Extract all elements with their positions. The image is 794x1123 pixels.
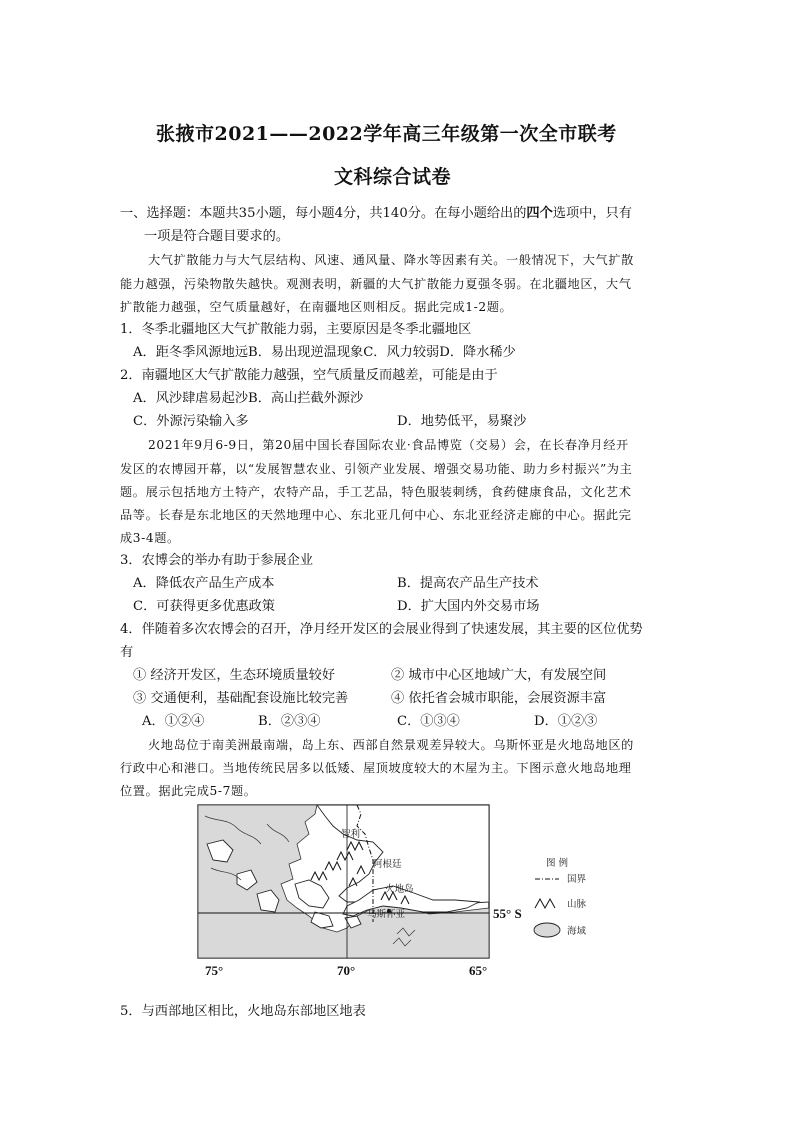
q3-option-b: B．提高农产品生产技术 <box>397 576 539 591</box>
label-lon-75: 75° <box>205 963 224 978</box>
tierra-del-fuego-map <box>197 804 597 986</box>
passage2-line5: 成3-4题。 <box>120 531 180 545</box>
q4-statement-1: ① 经济开发区，生态环境质量较好 <box>133 668 336 683</box>
passage2-line3: 题。展示包括地方土特产，农特产品，手工艺品，特色服装刺绣，食药健康食品，文化艺术 <box>120 485 632 499</box>
legend-sea-label: 海域 <box>567 926 587 937</box>
q1-stem: 1．冬季北疆地区大气扩散能力弱，主要原因是冬季北疆地区 <box>120 322 472 337</box>
label-ushuaia: 乌斯怀亚 <box>367 909 406 920</box>
exam-title: 张掖市2021——2022学年高三年级第一次全市联考 <box>156 123 617 145</box>
q4-option-c: C．①③④ <box>397 714 460 729</box>
q4-option-a: A．①②④ <box>142 714 205 729</box>
q5-stem: 5．与西部地区相比，火地岛东部地区地表 <box>120 1004 366 1019</box>
q4-statement-3: ③ 交通便利，基础配套设施比较完善 <box>133 691 349 706</box>
section-heading-line2: 一项是符合题目要求的。 <box>144 229 290 244</box>
q3-stem: 3．农博会的举办有助于参展企业 <box>120 553 314 568</box>
label-latitude: 55° S <box>493 906 522 921</box>
q4-stem-line2: 有 <box>120 645 134 660</box>
q2-stem: 2．南疆地区大气扩散能力越强，空气质量反而越差，可能是由于 <box>120 368 498 383</box>
map-legend <box>534 857 587 937</box>
q4-option-d: D．①②③ <box>534 714 598 729</box>
label-lon-65: 65° <box>469 963 488 978</box>
passage3-line2: 行政中心和港口。当地传统民居多以低矮、屋顶坡度较大的木屋为主。下图示意火地岛地理 <box>120 761 632 775</box>
section-heading-text-a: 一、选择题：本题共35小题，每小题4分，共140分。在每小题给出的 <box>120 206 527 221</box>
legend-border-label: 国界 <box>567 874 587 885</box>
section-heading-bold: 四个 <box>526 206 553 221</box>
passage1-line2: 能力越强，污染物散失越快。观测表明，新疆的大气扩散能力夏强冬弱。在北疆地区，大气 <box>120 277 632 291</box>
passage3-line1: 火地岛位于南美洲最南端，岛上东、西部自然景观差异较大。乌斯怀亚是火地岛地区的 <box>148 738 634 752</box>
passage3-line3: 位置。据此完成5-7题。 <box>120 784 257 798</box>
legend-mountain-icon <box>535 899 555 908</box>
legend-title: 图 例 <box>546 858 569 869</box>
q4-option-b: B．②③④ <box>258 714 321 729</box>
passage1-line3: 扩散能力越强，空气质量越好，在南疆地区则相反。据此完成1-2题。 <box>120 300 513 314</box>
q2-options-ab: A．风沙肆虐易起沙B．高山拦截外源沙 <box>133 391 364 406</box>
q4-stem-line1: 4．伴随着多次农博会的召开，净月经开发区的会展业得到了快速发展，其主要的区位优势 <box>120 622 643 637</box>
q3-option-d: D．扩大国内外交易市场 <box>397 599 540 614</box>
q2-option-d: D．地势低平，易聚沙 <box>397 414 527 429</box>
q4-statement-4: ④ 依托省会城市职能，会展资源丰富 <box>391 691 607 706</box>
passage2-line4: 品等。长春是东北地区的天然地理中心、东北亚几何中心、东北亚经济走廊的中心。据此完 <box>120 508 632 522</box>
label-argentina: 阿根廷 <box>373 859 402 870</box>
label-lon-70: 70° <box>337 963 356 978</box>
q3-option-c: C．可获得更多优惠政策 <box>133 599 275 614</box>
passage2-line2: 发区的农博园开幕，以“发展智慧农业、引领产业发展、增强交易功能、助力乡村振兴”为主 <box>120 462 633 476</box>
label-tierra-del-fuego: 火地岛 <box>385 884 414 895</box>
q2-option-c: C．外源污染输入多 <box>133 414 249 429</box>
legend-mountain-label: 山脉 <box>567 899 587 910</box>
exam-subtitle: 文科综合试卷 <box>334 166 452 188</box>
section-heading-text-b: 选项中，只有 <box>552 206 632 221</box>
q1-options: A．距冬季风源地远B．易出现逆温现象C．风力较弱D．降水稀少 <box>133 345 516 360</box>
passage1-line1: 大气扩散能力与大气层结构、风速、通风量、降水等因素有关。一般情况下，大气扩散 <box>148 253 634 267</box>
passage2-line1: 2021年9月6-9日，第20届中国长春国际农业·食品博览（交易）会，在长春净月经开 <box>148 438 629 452</box>
label-chile: 智利 <box>341 829 361 840</box>
q4-statement-2: ② 城市中心区地域广大，有发展空间 <box>391 668 607 683</box>
section-heading <box>120 204 632 224</box>
q3-option-a: A．降低农产品生产成本 <box>133 576 275 591</box>
legend-sea-symbol <box>534 923 560 937</box>
